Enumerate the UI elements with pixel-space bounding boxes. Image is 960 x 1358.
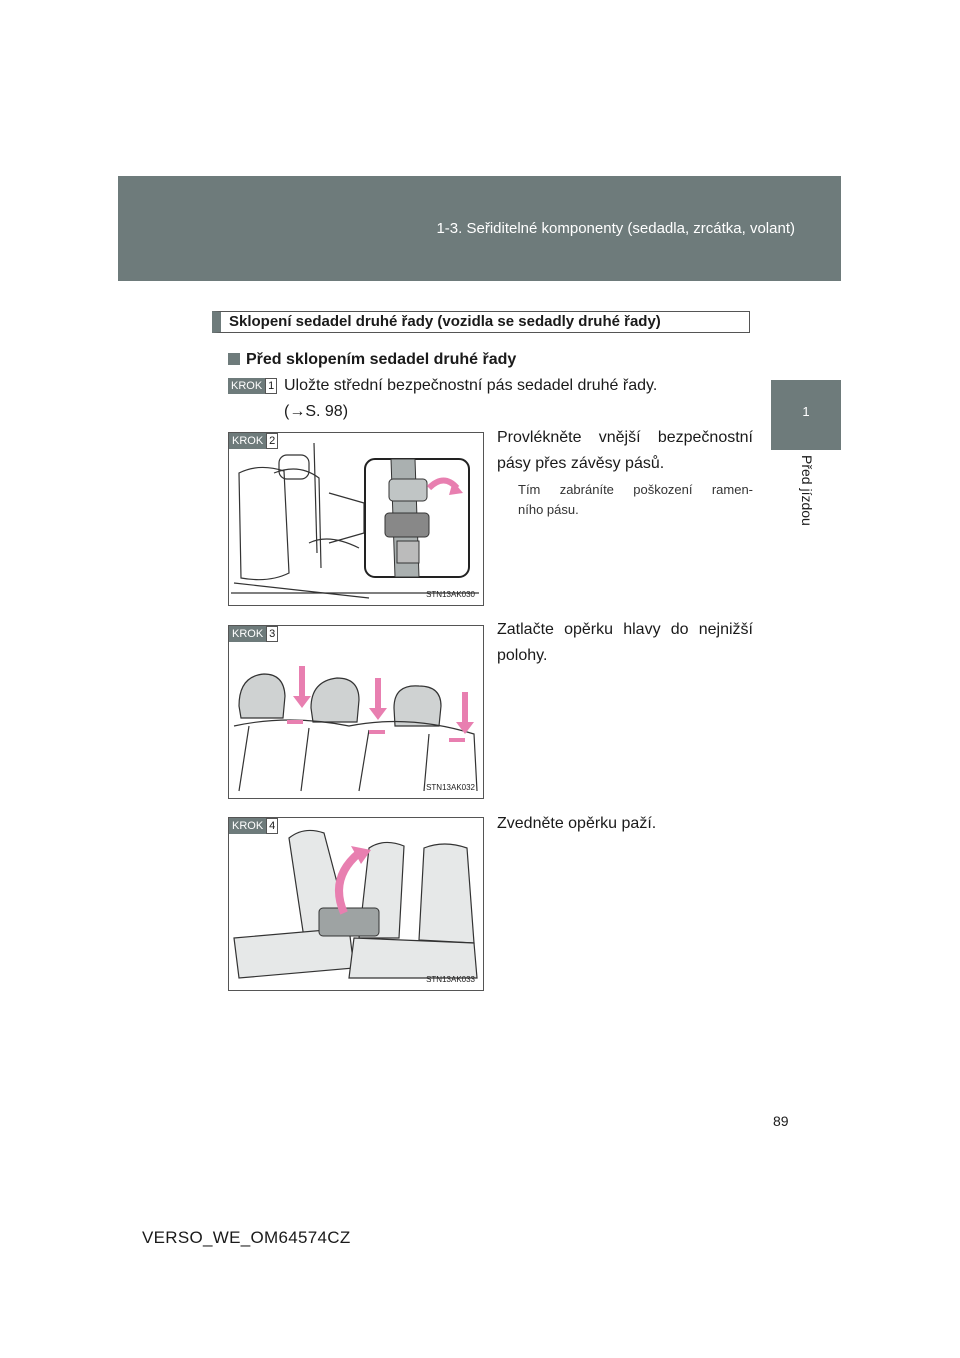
step-2-note-line2: ního pásu.	[518, 502, 579, 517]
step-2-note-line1: Tím zabráníte poškození ramen-	[518, 482, 753, 497]
figure-code: STN13AK030	[426, 590, 475, 599]
headrest-illustration	[229, 626, 483, 798]
figure-code: STN13AK032	[426, 783, 475, 792]
step-4-badge	[229, 818, 278, 834]
step-3-badge	[229, 626, 278, 642]
krok-label: KROK	[229, 818, 266, 834]
step-3-text-line2: polohy.	[497, 647, 548, 664]
step-4-text: Zvedněte opěrku paží.	[497, 815, 657, 832]
square-bullet-icon	[228, 353, 240, 365]
step-1-badge	[228, 378, 277, 394]
figure-seatbelt-hanger	[228, 432, 484, 606]
step-number: 1	[265, 378, 277, 394]
step-number: 2	[266, 433, 278, 449]
subheading-text: Před sklopením sedadel druhé řady	[246, 351, 517, 368]
figure-armrest-raise	[228, 817, 484, 991]
step-2-badge	[229, 433, 278, 449]
section-breadcrumb: 1-3. Seřiditelné komponenty (sedadla, zrcátka, volant)	[436, 220, 795, 237]
section-title: Sklopení sedadel druhé řady (vozidla se sedadly druhé řady)	[212, 311, 750, 333]
chapter-number: 1	[802, 404, 810, 419]
step-1-ref: (→S. 98)	[284, 403, 349, 420]
krok-label: KROK	[229, 626, 266, 642]
step-1-text: Uložte střední bezpečnostní pás sedadel druhé řady.	[284, 377, 658, 394]
header-band	[118, 176, 841, 281]
krok-label: KROK	[228, 378, 265, 394]
chapter-tab	[771, 380, 841, 450]
figure-code: STN13AK033	[426, 975, 475, 984]
chapter-label: Před jízdou	[799, 455, 815, 526]
step-2-text-line1: Provlékněte vnější bezpečnostní	[497, 429, 753, 446]
step-3-text-line1: Zatlačte opěrku hlavy do nejnižší	[497, 621, 753, 638]
step-number: 4	[266, 818, 278, 834]
figure-headrests-lowered	[228, 625, 484, 799]
page-number: 89	[773, 1113, 789, 1129]
subheading	[228, 351, 516, 369]
step-2-text-line2: pásy přes závěsy pásů.	[497, 455, 665, 472]
seatbelt-illustration	[229, 433, 483, 605]
krok-label: KROK	[229, 433, 266, 449]
step-number: 3	[266, 626, 278, 642]
armrest-illustration	[229, 818, 483, 990]
document-code: VERSO_WE_OM64574CZ	[142, 1228, 351, 1247]
